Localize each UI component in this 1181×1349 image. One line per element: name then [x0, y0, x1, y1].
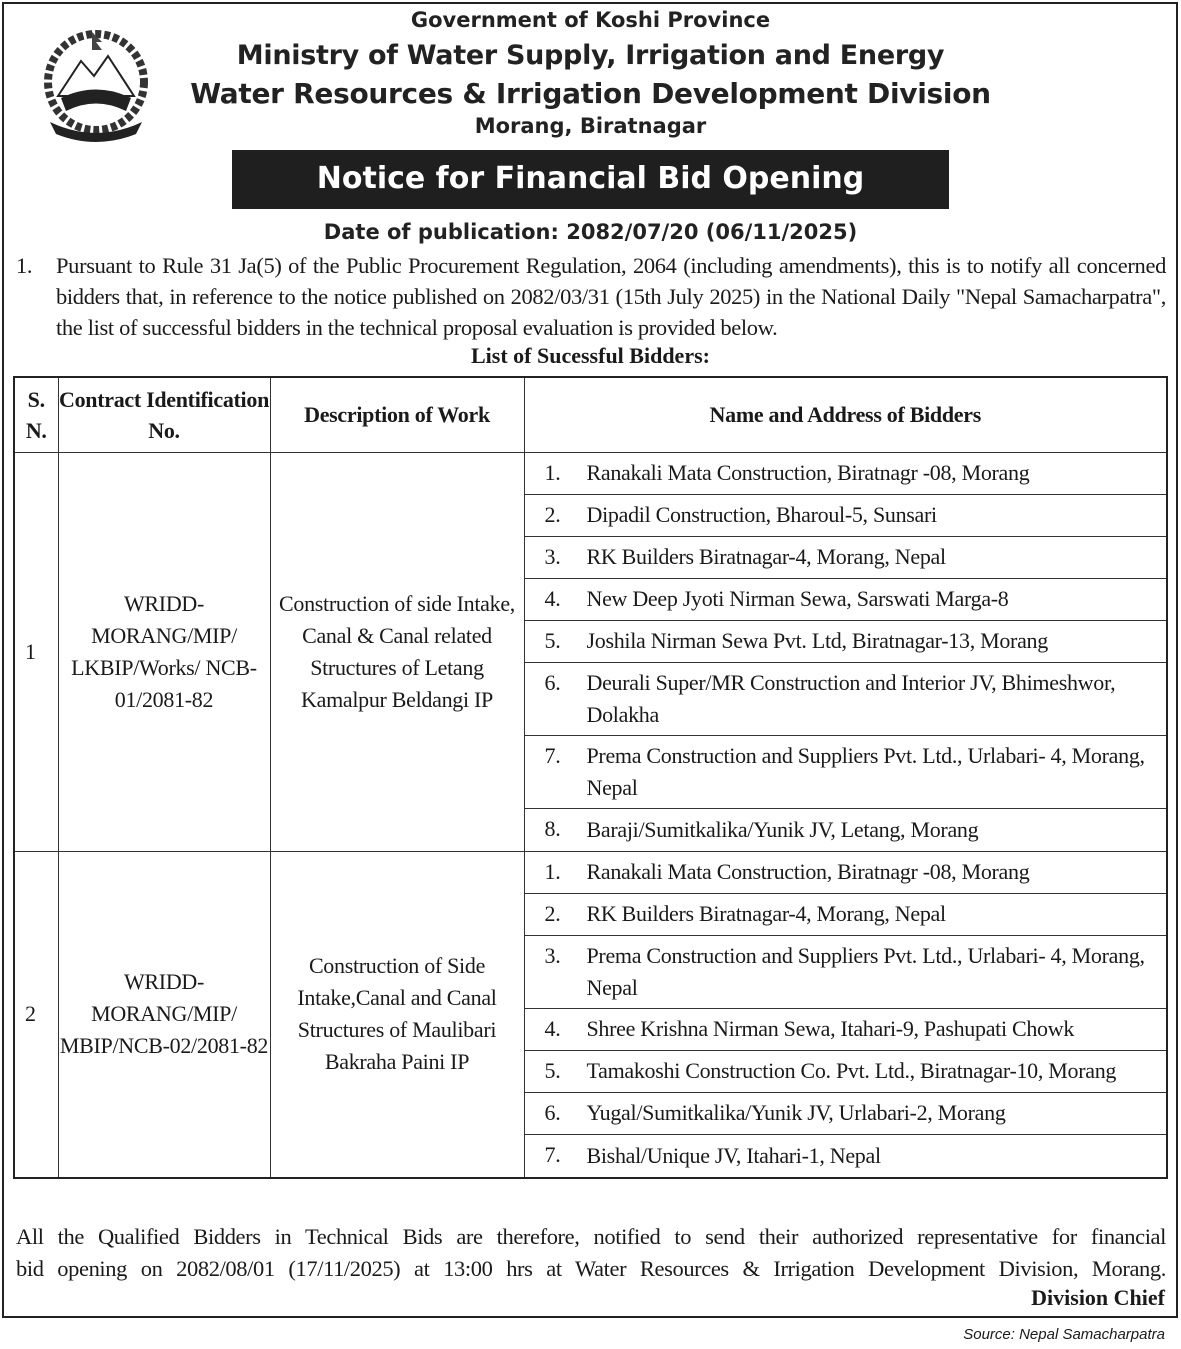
bidder-list [524, 452, 1167, 851]
bidder-item [525, 894, 1167, 936]
contract-id: WRIDD-MORANG/MIP/ LKBIP/Works/ NCB-01/2081-82 [58, 452, 270, 851]
notice-paragraph [16, 250, 1166, 343]
bidder-number: 7. [544, 1141, 561, 1167]
bidder-number: 1. [544, 459, 561, 485]
table-header-row [14, 377, 1167, 452]
bidder-number: 8. [544, 815, 561, 841]
bidder-number: 2. [544, 900, 561, 926]
paragraph-text: Pursuant to Rule 31 Ja(5) of the Public Procurement Regulation, 2064 (including amendments), this is to notify all concerned bidders that, in reference to the notice published on 2082/03/31 (15th July 2025) in the National Daily "Nepal Samacharpatra", the list of successful bidders in the technical proposal evaluation is provided below. [56, 253, 1166, 340]
table-row [14, 851, 1167, 1178]
header-sn: S. N. [14, 377, 58, 452]
bidder-item [525, 1093, 1167, 1135]
bidder-number: 6. [544, 669, 561, 695]
table-row [14, 452, 1167, 851]
bidder-item [525, 453, 1167, 495]
bidder-item [525, 1135, 1167, 1177]
bidder-number: 3. [544, 543, 561, 569]
bidder-name: New Deep Jyoti Nirman Sewa, Sarswati Marga-8 [586, 586, 1009, 611]
bidder-number: 4. [544, 585, 561, 611]
bidder-number: 4. [544, 1015, 561, 1041]
footer-line-1: All the Qualified Bidders in Technical Bids are therefore, notified to send their authorized representative for financial [16, 1224, 1166, 1249]
bidder-item [525, 809, 1167, 851]
bidder-item [525, 537, 1167, 579]
division-name: Water Resources & Irrigation Development Division [190, 77, 991, 110]
paragraph-number: 1. [16, 253, 33, 278]
bidder-number: 6. [544, 1099, 561, 1125]
bidder-item [525, 495, 1167, 537]
bidder-name: Shree Krishna Nirman Sewa, Itahari-9, Pashupati Chowk [586, 1016, 1075, 1041]
header-contract-id: Contract Identification No. [58, 377, 270, 452]
bidder-number: 5. [544, 627, 561, 653]
bidders-table [13, 376, 1168, 1179]
bidder-number: 5. [544, 1057, 561, 1083]
signatory: Division Chief [1031, 1285, 1165, 1310]
bidder-item [525, 621, 1167, 663]
bidder-number: 3. [544, 942, 561, 968]
government-name: Government of Koshi Province [410, 8, 771, 32]
bidder-list [524, 851, 1167, 1178]
header-description: Description of Work [270, 377, 524, 452]
bidder-item [525, 579, 1167, 621]
contract-id: WRIDD-MORANG/MIP/ MBIP/NCB-02/2081-82 [58, 851, 270, 1178]
bidder-name: Tamakoshi Construction Co. Pvt. Ltd., Biratnagar-10, Morang [586, 1058, 1117, 1083]
bidder-item [525, 936, 1167, 1009]
bidder-number: 7. [544, 742, 561, 768]
bidder-name: Prema Construction and Suppliers Pvt. Ltd., Urlabari- 4, Morang, Nepal [586, 942, 1145, 1000]
bidder-item [525, 1009, 1167, 1051]
bidder-name: RK Builders Biratnagar-4, Morang, Nepal [586, 544, 946, 569]
work-description: Construction of side Intake, Canal & Canal related Structures of Letang Kamalpur Beldangi IP [270, 452, 524, 851]
serial-number: 2 [14, 851, 58, 1178]
source-credit: Source: Nepal Samacharpatra [963, 1326, 1165, 1343]
ministry-name: Ministry of Water Supply, Irrigation and Energy [236, 40, 945, 71]
bidder-name: Prema Construction and Suppliers Pvt. Ltd., Urlabari- 4, Morang, Nepal [586, 742, 1145, 800]
bidder-name: Ranakali Mata Construction, Biratnagr -08, Morang [586, 460, 1030, 485]
bidder-item [525, 736, 1167, 809]
header-bidders: Name and Address of Bidders [524, 377, 1167, 452]
notice-title: Notice for Financial Bid Opening [232, 150, 949, 209]
serial-number: 1 [14, 452, 58, 851]
bidder-name: Bishal/Unique JV, Itahari-1, Nepal [586, 1142, 881, 1168]
bidder-item [525, 1051, 1167, 1093]
publication-date: Date of publication: 2082/07/20 (06/11/2025) [323, 220, 858, 244]
bidder-name: Dipadil Construction, Bharoul-5, Sunsari [586, 502, 937, 527]
bidder-name: Baraji/Sumitkalika/Yunik JV, Letang, Morang [586, 816, 979, 842]
bidder-item [525, 852, 1167, 894]
bidder-name: Ranakali Mata Construction, Biratnagr -08, Morang [586, 859, 1030, 884]
work-description: Construction of Side Intake,Canal and Canal Structures of Maulibari Bakraha Paini IP [270, 851, 524, 1178]
bidder-name: RK Builders Biratnagar-4, Morang, Nepal [586, 901, 946, 926]
bidder-item [525, 663, 1167, 736]
list-title: List of Sucessful Bidders: [471, 343, 710, 368]
footer-line-2: bid opening on 2082/08/01 (17/11/2025) at 13:00 hrs at Water Resources & Irrigation Development Division, Morang. [16, 1256, 1166, 1281]
bidder-name: Deurali Super/MR Construction and Interior JV, Bhimeshwor, Dolakha [586, 669, 1116, 727]
bidder-name: Joshila Nirman Sewa Pvt. Ltd, Biratnagar-13, Morang [586, 628, 1048, 653]
bidder-name: Yugal/Sumitkalika/Yunik JV, Urlabari-2, Morang [586, 1100, 1006, 1125]
bidder-number: 1. [544, 858, 561, 884]
bidder-number: 2. [544, 501, 561, 527]
office-location: Morang, Biratnagar [474, 114, 707, 138]
